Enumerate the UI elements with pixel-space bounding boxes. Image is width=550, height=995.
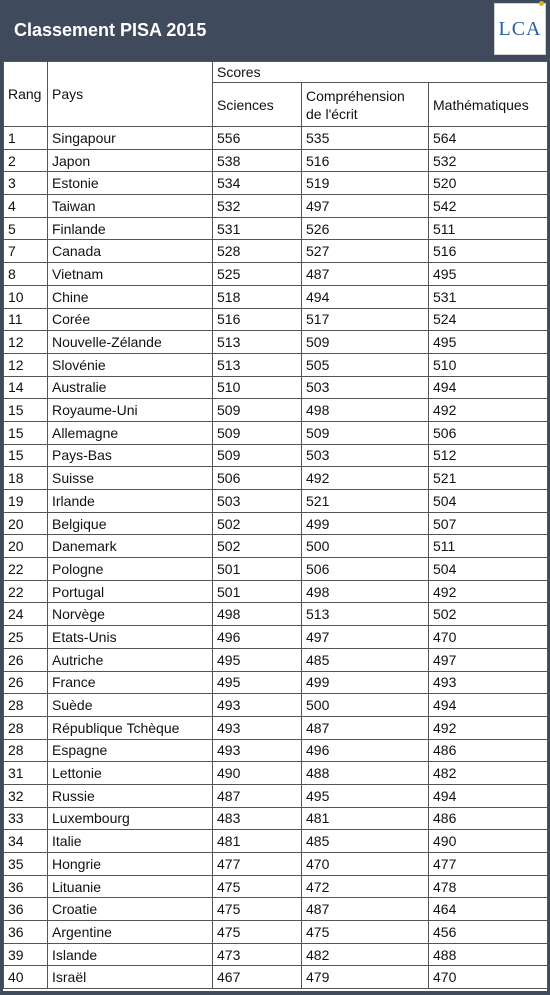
country-cell: Autriche xyxy=(48,648,213,671)
country-cell: Italie xyxy=(48,830,213,853)
country-cell: Canada xyxy=(48,240,213,263)
comprehension-cell: 517 xyxy=(302,308,429,331)
sciences-cell: 518 xyxy=(213,285,302,308)
rank-cell: 15 xyxy=(4,444,48,467)
comprehension-cell: 485 xyxy=(302,830,429,853)
table-row xyxy=(4,648,548,671)
rank-cell: 25 xyxy=(4,626,48,649)
math-cell: 492 xyxy=(429,716,548,739)
table-row xyxy=(4,603,548,626)
math-cell: 521 xyxy=(429,467,548,490)
math-cell: 490 xyxy=(429,830,548,853)
rank-cell: 12 xyxy=(4,353,48,376)
country-cell: Singapour xyxy=(48,127,213,150)
header-math: Mathématiques xyxy=(429,83,548,127)
country-cell: Japon xyxy=(48,149,213,172)
sciences-cell: 483 xyxy=(213,807,302,830)
table-row xyxy=(4,421,548,444)
table-row xyxy=(4,308,548,331)
math-cell: 504 xyxy=(429,558,548,581)
rank-cell: 28 xyxy=(4,739,48,762)
math-cell: 493 xyxy=(429,671,548,694)
rank-cell: 8 xyxy=(4,263,48,286)
math-cell: 486 xyxy=(429,807,548,830)
rank-cell: 4 xyxy=(4,195,48,218)
table-row xyxy=(4,376,548,399)
sciences-cell: 528 xyxy=(213,240,302,263)
header-scores: Scores xyxy=(213,62,548,83)
comprehension-cell: 485 xyxy=(302,648,429,671)
rank-cell: 32 xyxy=(4,784,48,807)
table-row xyxy=(4,739,548,762)
sciences-cell: 531 xyxy=(213,217,302,240)
rank-cell: 34 xyxy=(4,830,48,853)
comprehension-cell: 506 xyxy=(302,558,429,581)
table-row xyxy=(4,853,548,876)
sciences-cell: 493 xyxy=(213,694,302,717)
comprehension-cell: 495 xyxy=(302,784,429,807)
table-row xyxy=(4,580,548,603)
comprehension-cell: 497 xyxy=(302,195,429,218)
country-cell: Lituanie xyxy=(48,875,213,898)
rank-cell: 18 xyxy=(4,467,48,490)
comprehension-cell: 498 xyxy=(302,580,429,603)
comprehension-cell: 526 xyxy=(302,217,429,240)
table-row xyxy=(4,149,548,172)
table-row xyxy=(4,240,548,263)
country-cell: Islande xyxy=(48,943,213,966)
comprehension-cell: 475 xyxy=(302,921,429,944)
table-row xyxy=(4,671,548,694)
rank-cell: 24 xyxy=(4,603,48,626)
sciences-cell: 532 xyxy=(213,195,302,218)
rank-cell: 11 xyxy=(4,308,48,331)
rank-cell: 10 xyxy=(4,285,48,308)
rank-cell: 19 xyxy=(4,490,48,513)
table-row xyxy=(4,217,548,240)
math-cell: 516 xyxy=(429,240,548,263)
rank-cell: 28 xyxy=(4,716,48,739)
country-cell: Lettonie xyxy=(48,762,213,785)
table-row xyxy=(4,830,548,853)
sciences-cell: 502 xyxy=(213,535,302,558)
rank-cell: 26 xyxy=(4,671,48,694)
sciences-cell: 509 xyxy=(213,399,302,422)
rank-cell: 22 xyxy=(4,558,48,581)
rank-cell: 28 xyxy=(4,694,48,717)
country-cell: Royaume-Uni xyxy=(48,399,213,422)
comprehension-cell: 487 xyxy=(302,898,429,921)
country-cell: France xyxy=(48,671,213,694)
math-cell: 478 xyxy=(429,875,548,898)
sciences-cell: 513 xyxy=(213,353,302,376)
rank-cell: 33 xyxy=(4,807,48,830)
country-cell: Argentine xyxy=(48,921,213,944)
comprehension-cell: 519 xyxy=(302,172,429,195)
math-cell: 511 xyxy=(429,535,548,558)
country-cell: Russie xyxy=(48,784,213,807)
math-cell: 506 xyxy=(429,421,548,444)
rank-cell: 40 xyxy=(4,966,48,989)
sciences-cell: 534 xyxy=(213,172,302,195)
table-row xyxy=(4,353,548,376)
rank-cell: 7 xyxy=(4,240,48,263)
header-pays: Pays xyxy=(48,62,213,127)
math-cell: 564 xyxy=(429,127,548,150)
table-row xyxy=(4,399,548,422)
country-cell: Australie xyxy=(48,376,213,399)
comprehension-cell: 492 xyxy=(302,467,429,490)
math-cell: 507 xyxy=(429,512,548,535)
country-cell: Israël xyxy=(48,966,213,989)
math-cell: 531 xyxy=(429,285,548,308)
math-cell: 532 xyxy=(429,149,548,172)
math-cell: 464 xyxy=(429,898,548,921)
math-cell: 470 xyxy=(429,966,548,989)
ranking-table-container xyxy=(3,61,547,991)
comprehension-cell: 497 xyxy=(302,626,429,649)
header-comprehension: Compréhension de l'écrit xyxy=(302,83,429,127)
lca-logo xyxy=(494,3,546,55)
sciences-cell: 473 xyxy=(213,943,302,966)
country-cell: Hongrie xyxy=(48,853,213,876)
country-cell: Chine xyxy=(48,285,213,308)
rank-cell: 2 xyxy=(4,149,48,172)
table-row xyxy=(4,626,548,649)
comprehension-cell: 500 xyxy=(302,694,429,717)
table-row xyxy=(4,784,548,807)
rank-cell: 31 xyxy=(4,762,48,785)
country-cell: Luxembourg xyxy=(48,807,213,830)
sciences-cell: 475 xyxy=(213,875,302,898)
table-row xyxy=(4,694,548,717)
comprehension-cell: 521 xyxy=(302,490,429,513)
comprehension-cell: 499 xyxy=(302,512,429,535)
country-cell: Corée xyxy=(48,308,213,331)
comprehension-cell: 487 xyxy=(302,716,429,739)
sciences-cell: 487 xyxy=(213,784,302,807)
math-cell: 524 xyxy=(429,308,548,331)
sciences-cell: 496 xyxy=(213,626,302,649)
sciences-cell: 495 xyxy=(213,648,302,671)
sciences-cell: 493 xyxy=(213,716,302,739)
table-row xyxy=(4,898,548,921)
table-row xyxy=(4,716,548,739)
comprehension-cell: 535 xyxy=(302,127,429,150)
comprehension-cell: 509 xyxy=(302,331,429,354)
math-cell: 510 xyxy=(429,353,548,376)
country-cell: Pologne xyxy=(48,558,213,581)
comprehension-cell: 516 xyxy=(302,149,429,172)
table-row xyxy=(4,490,548,513)
math-cell: 492 xyxy=(429,580,548,603)
table-row xyxy=(4,127,548,150)
sciences-cell: 493 xyxy=(213,739,302,762)
sciences-cell: 501 xyxy=(213,558,302,581)
math-cell: 497 xyxy=(429,648,548,671)
table-row xyxy=(4,512,548,535)
math-cell: 511 xyxy=(429,217,548,240)
table-row xyxy=(4,444,548,467)
sciences-cell: 501 xyxy=(213,580,302,603)
country-cell: Finlande xyxy=(48,217,213,240)
country-cell: Belgique xyxy=(48,512,213,535)
sciences-cell: 510 xyxy=(213,376,302,399)
sciences-cell: 509 xyxy=(213,421,302,444)
table-row xyxy=(4,467,548,490)
rank-cell: 5 xyxy=(4,217,48,240)
table-row xyxy=(4,762,548,785)
sciences-cell: 513 xyxy=(213,331,302,354)
sciences-cell: 475 xyxy=(213,898,302,921)
sciences-cell: 475 xyxy=(213,921,302,944)
sciences-cell: 467 xyxy=(213,966,302,989)
table-row xyxy=(4,807,548,830)
math-cell: 512 xyxy=(429,444,548,467)
table-row xyxy=(4,558,548,581)
math-cell: 494 xyxy=(429,694,548,717)
sciences-cell: 495 xyxy=(213,671,302,694)
country-cell: Croatie xyxy=(48,898,213,921)
math-cell: 456 xyxy=(429,921,548,944)
rank-cell: 15 xyxy=(4,399,48,422)
comprehension-cell: 498 xyxy=(302,399,429,422)
math-cell: 486 xyxy=(429,739,548,762)
math-cell: 477 xyxy=(429,853,548,876)
country-cell: Espagne xyxy=(48,739,213,762)
table-row xyxy=(4,535,548,558)
header-rang: Rang xyxy=(4,62,48,127)
math-cell: 520 xyxy=(429,172,548,195)
country-cell: Taiwan xyxy=(48,195,213,218)
table-row xyxy=(4,966,548,989)
math-cell: 488 xyxy=(429,943,548,966)
page-title: Classement PISA 2015 xyxy=(14,20,207,40)
country-cell: Estonie xyxy=(48,172,213,195)
math-cell: 504 xyxy=(429,490,548,513)
table-row xyxy=(4,172,548,195)
sciences-cell: 490 xyxy=(213,762,302,785)
comprehension-cell: 487 xyxy=(302,263,429,286)
header-bar xyxy=(0,0,550,60)
rank-cell: 1 xyxy=(4,127,48,150)
rank-cell: 20 xyxy=(4,512,48,535)
rank-cell: 36 xyxy=(4,875,48,898)
math-cell: 492 xyxy=(429,399,548,422)
sciences-cell: 506 xyxy=(213,467,302,490)
comprehension-cell: 503 xyxy=(302,376,429,399)
math-cell: 495 xyxy=(429,331,548,354)
rank-cell: 39 xyxy=(4,943,48,966)
header-sciences: Sciences xyxy=(213,83,302,127)
country-cell: Etats-Unis xyxy=(48,626,213,649)
rank-cell: 12 xyxy=(4,331,48,354)
table-row xyxy=(4,875,548,898)
comprehension-cell: 482 xyxy=(302,943,429,966)
country-cell: Allemagne xyxy=(48,421,213,444)
sciences-cell: 516 xyxy=(213,308,302,331)
country-cell: Vietnam xyxy=(48,263,213,286)
sciences-cell: 477 xyxy=(213,853,302,876)
country-cell: Slovénie xyxy=(48,353,213,376)
sciences-cell: 525 xyxy=(213,263,302,286)
country-cell: Irlande xyxy=(48,490,213,513)
comprehension-cell: 496 xyxy=(302,739,429,762)
sciences-cell: 503 xyxy=(213,490,302,513)
sciences-cell: 498 xyxy=(213,603,302,626)
table-row xyxy=(4,195,548,218)
table-row xyxy=(4,263,548,286)
math-cell: 495 xyxy=(429,263,548,286)
sciences-cell: 538 xyxy=(213,149,302,172)
country-cell: République Tchèque xyxy=(48,716,213,739)
comprehension-cell: 479 xyxy=(302,966,429,989)
comprehension-cell: 488 xyxy=(302,762,429,785)
sciences-cell: 481 xyxy=(213,830,302,853)
ranking-table xyxy=(3,61,548,989)
math-cell: 470 xyxy=(429,626,548,649)
rank-cell: 3 xyxy=(4,172,48,195)
logo-dot-icon xyxy=(539,1,544,6)
country-cell: Suède xyxy=(48,694,213,717)
country-cell: Pays-Bas xyxy=(48,444,213,467)
comprehension-cell: 503 xyxy=(302,444,429,467)
comprehension-cell: 481 xyxy=(302,807,429,830)
comprehension-cell: 505 xyxy=(302,353,429,376)
table-body xyxy=(4,127,548,989)
math-cell: 494 xyxy=(429,376,548,399)
country-cell: Norvège xyxy=(48,603,213,626)
sciences-cell: 556 xyxy=(213,127,302,150)
rank-cell: 35 xyxy=(4,853,48,876)
rank-cell: 26 xyxy=(4,648,48,671)
math-cell: 482 xyxy=(429,762,548,785)
rank-cell: 36 xyxy=(4,898,48,921)
comprehension-cell: 513 xyxy=(302,603,429,626)
comprehension-cell: 527 xyxy=(302,240,429,263)
comprehension-cell: 500 xyxy=(302,535,429,558)
logo-text: LCA xyxy=(498,17,542,40)
comprehension-cell: 509 xyxy=(302,421,429,444)
table-row xyxy=(4,943,548,966)
country-cell: Suisse xyxy=(48,467,213,490)
math-cell: 494 xyxy=(429,784,548,807)
table-row xyxy=(4,921,548,944)
table-row xyxy=(4,285,548,308)
rank-cell: 15 xyxy=(4,421,48,444)
comprehension-cell: 470 xyxy=(302,853,429,876)
math-cell: 542 xyxy=(429,195,548,218)
comprehension-cell: 499 xyxy=(302,671,429,694)
table-row xyxy=(4,331,548,354)
rank-cell: 22 xyxy=(4,580,48,603)
math-cell: 502 xyxy=(429,603,548,626)
comprehension-cell: 472 xyxy=(302,875,429,898)
sciences-cell: 509 xyxy=(213,444,302,467)
country-cell: Danemark xyxy=(48,535,213,558)
rank-cell: 14 xyxy=(4,376,48,399)
country-cell: Nouvelle-Zélande xyxy=(48,331,213,354)
country-cell: Portugal xyxy=(48,580,213,603)
sciences-cell: 502 xyxy=(213,512,302,535)
rank-cell: 20 xyxy=(4,535,48,558)
comprehension-cell: 494 xyxy=(302,285,429,308)
rank-cell: 36 xyxy=(4,921,48,944)
